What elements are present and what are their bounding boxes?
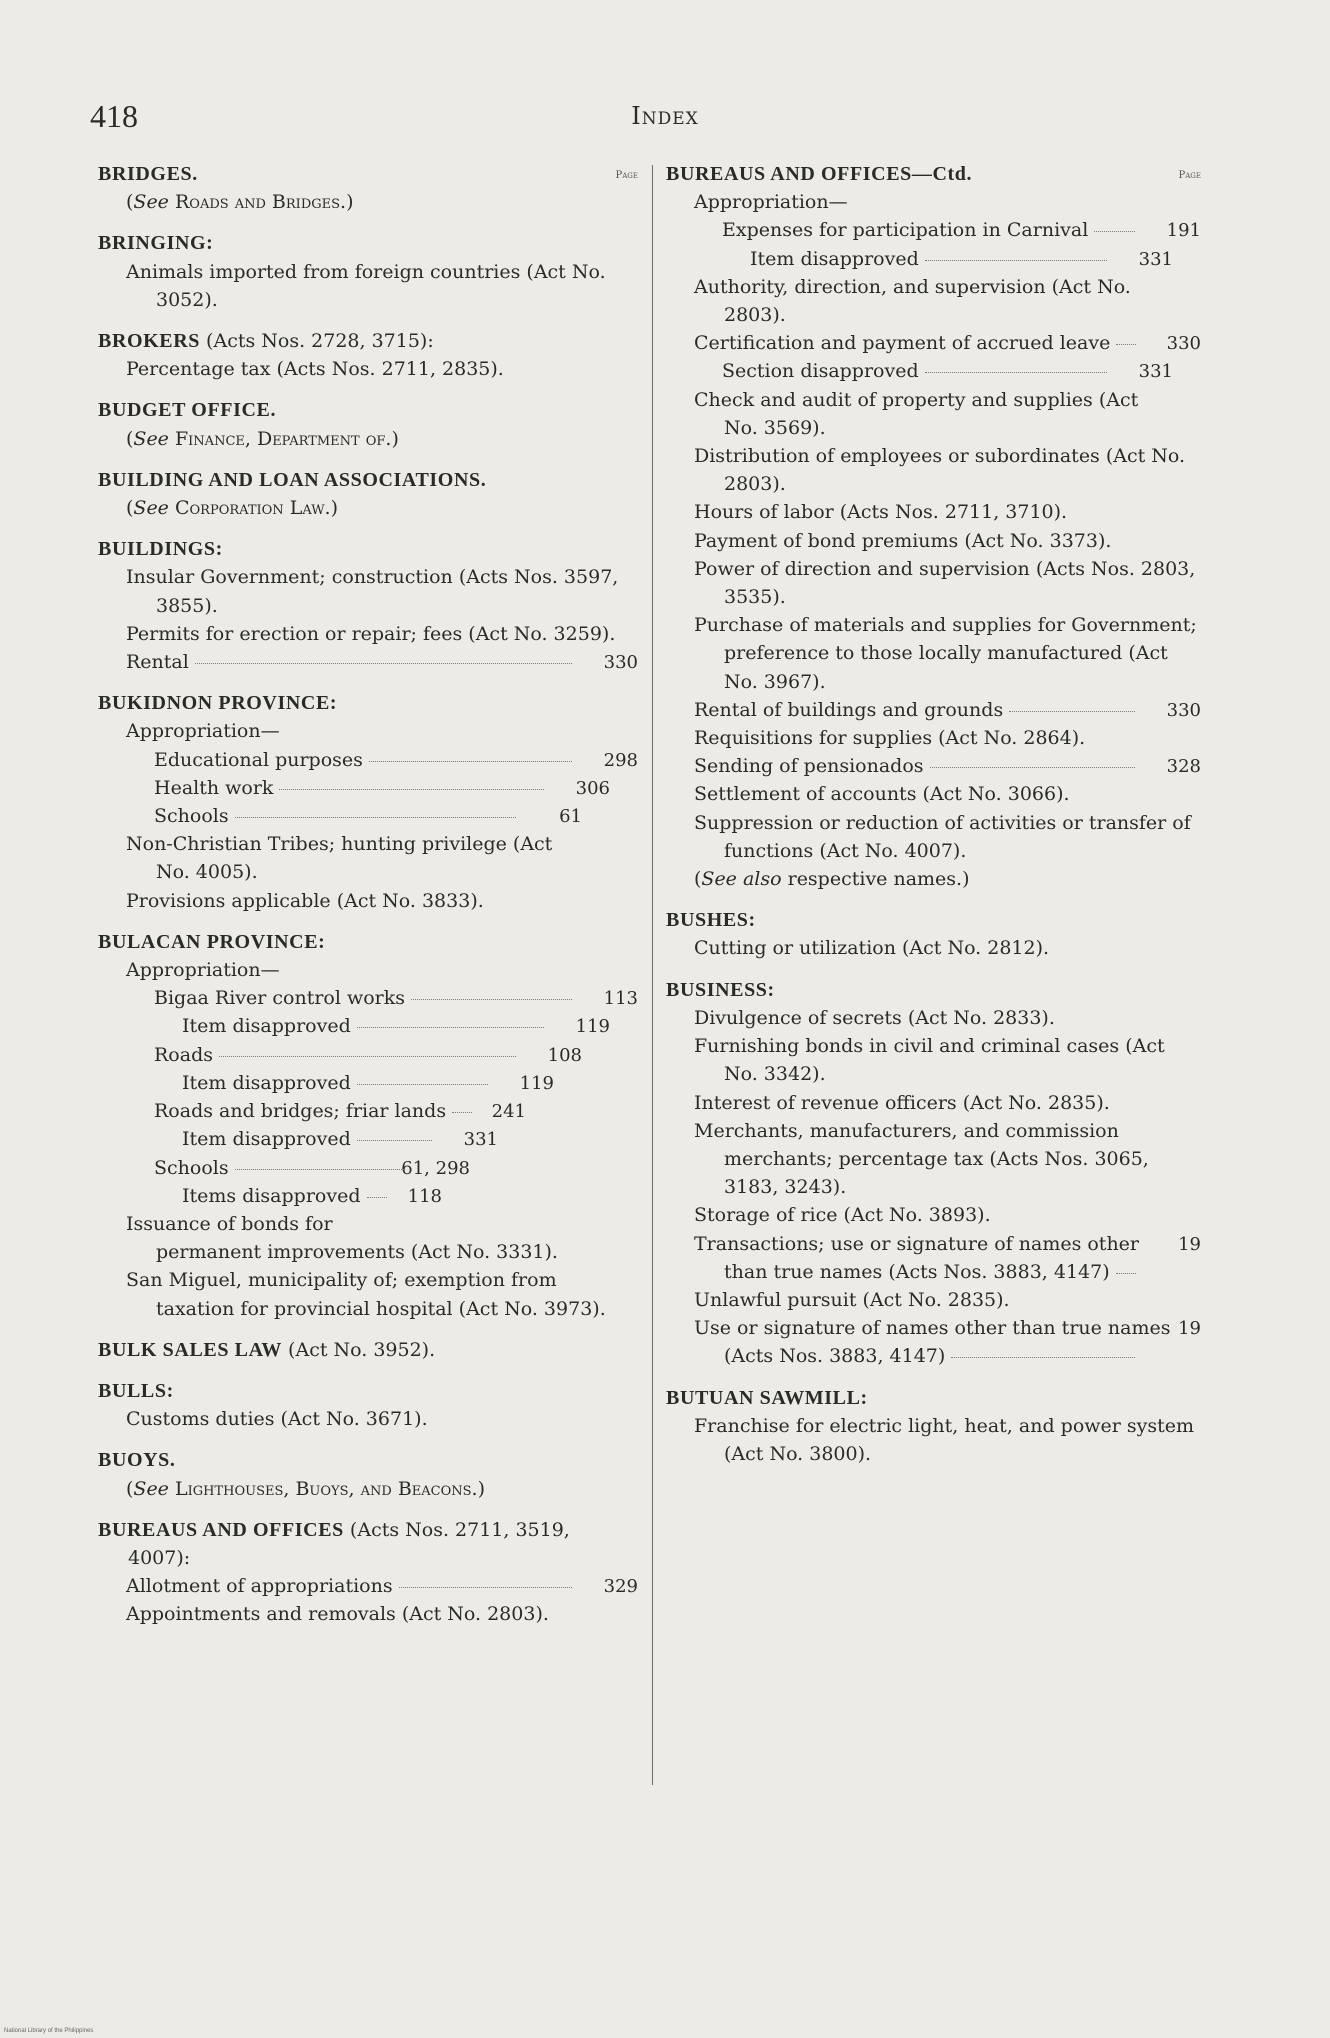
page-reference: 330 xyxy=(1166,333,1201,355)
leader-group xyxy=(1166,696,1201,725)
subentry xyxy=(98,1600,638,1628)
subentry-text: Expenses for participation in Carnival xyxy=(722,219,1089,242)
page-reference: 330 xyxy=(1166,699,1201,721)
leader-group xyxy=(407,1182,442,1211)
subentry-with-page xyxy=(98,1069,638,1097)
index-entry xyxy=(98,1446,638,1502)
subentry-text: Section disapproved xyxy=(722,360,919,383)
index-entry xyxy=(98,229,638,314)
subentry-text: Percentage tax (Acts Nos. 2711, 2835). xyxy=(126,358,504,381)
dot-leader xyxy=(357,1083,488,1085)
dot-leader xyxy=(399,1586,572,1588)
dot-leader xyxy=(930,766,1135,768)
subentry-with-page xyxy=(98,1125,638,1153)
subentry xyxy=(98,1210,638,1266)
subentry-text: Cutting or utilization (Act No. 2812). xyxy=(694,937,1050,960)
see-label: See xyxy=(133,191,169,214)
subentry-text: Customs duties (Act No. 3671). xyxy=(126,1408,428,1431)
subentry-text: Item disapproved xyxy=(750,247,919,270)
paren-close: ) xyxy=(330,497,339,520)
subentry-with-page xyxy=(98,1154,638,1182)
subentry-text: Power of direction and supervision (Acts Nos. 2803, 3535). xyxy=(694,557,1196,609)
dot-leader xyxy=(951,1356,1135,1358)
headword: BUSINESS: xyxy=(666,978,775,1001)
cross-reference xyxy=(98,188,638,216)
leader-group xyxy=(1166,329,1201,358)
subentry xyxy=(98,563,638,619)
subentry xyxy=(666,809,1201,865)
subentry-with-page xyxy=(98,774,638,802)
headword: BUOYS. xyxy=(98,1449,176,1472)
page-column-label: Page xyxy=(615,170,638,181)
subentry xyxy=(666,498,1201,526)
paren-open: ( xyxy=(126,191,134,214)
page-reference: 19 xyxy=(1178,1318,1201,1340)
page-reference: 118 xyxy=(407,1185,442,1207)
subentry xyxy=(666,724,1201,752)
dot-leader xyxy=(452,1111,472,1113)
subentry-with-page xyxy=(98,1041,638,1069)
page-reference: 331 xyxy=(463,1129,498,1151)
subentry xyxy=(666,611,1201,696)
subentry-with-page xyxy=(666,245,1201,273)
subentry-text: Authority, direction, and supervision (Act No. 2803). xyxy=(694,275,1131,327)
subentry xyxy=(666,1089,1201,1117)
leader-group xyxy=(603,984,638,1013)
subentry-text: Appropriation— xyxy=(126,959,280,982)
subentry-text: Item disapproved xyxy=(182,1128,351,1151)
index-entry xyxy=(666,1384,1201,1469)
page-reference: 331 xyxy=(1138,361,1173,383)
entry-heading xyxy=(98,535,638,563)
entry-heading xyxy=(98,229,638,257)
headword: BUKIDNON PROVINCE: xyxy=(98,692,338,715)
leader-group xyxy=(1138,357,1173,386)
leader-group xyxy=(1138,245,1173,274)
leader-group xyxy=(401,1154,470,1183)
paren-open: ( xyxy=(126,497,134,520)
subentry-text: Check and audit of property and supplies (Act No. 3569). xyxy=(694,388,1139,439)
dot-leader xyxy=(219,1055,516,1057)
headword: BRINGING: xyxy=(98,232,214,255)
column-divider xyxy=(652,165,653,1785)
entry-heading xyxy=(98,1377,638,1405)
paren-close: ) xyxy=(346,191,354,214)
headword: BUTUAN SAWMILL: xyxy=(666,1386,868,1409)
dot-leader xyxy=(369,760,572,762)
page-reference: 19 xyxy=(1178,1233,1201,1255)
subentry-with-page xyxy=(666,752,1201,780)
subentry-text: Purchase of materials and supplies for Government; preference to those locally manufactured (Act No. 3967). xyxy=(694,614,1197,693)
page-reference: 113 xyxy=(603,988,638,1010)
dot-leader xyxy=(1116,343,1136,345)
headword: BULACAN PROVINCE: xyxy=(98,930,326,953)
dot-leader xyxy=(1009,710,1135,712)
subentry xyxy=(666,188,1201,216)
entry-heading xyxy=(666,906,1201,934)
headword: BUDGET OFFICE. xyxy=(98,399,277,422)
subentry xyxy=(666,1201,1201,1229)
leader-group xyxy=(1173,1314,1201,1343)
subentry-with-page xyxy=(666,216,1201,244)
running-head: Index xyxy=(631,102,699,130)
subentry xyxy=(666,527,1201,555)
leader-group xyxy=(575,774,610,803)
dot-leader xyxy=(357,1139,432,1141)
subentry-text: San Miguel, municipality of; exemption from taxation for provincial hospital (Act No. 3973). xyxy=(126,1269,606,1320)
paren-open: ( xyxy=(694,868,702,891)
page-reference: 306 xyxy=(575,777,610,799)
headword: BRIDGES. xyxy=(98,163,198,185)
library-footer: National Library of the Philippines xyxy=(4,2028,94,2034)
see-target: Finance, Department of. xyxy=(174,427,392,450)
subentry-with-page xyxy=(98,1012,638,1040)
subentry-text: Provisions applicable (Act No. 3833). xyxy=(126,889,484,912)
dot-leader xyxy=(195,662,572,664)
page-reference: 61, 298 xyxy=(401,1157,470,1179)
page-reference: 108 xyxy=(547,1044,582,1066)
entry-heading xyxy=(98,160,638,188)
subentry xyxy=(666,442,1201,498)
index-entry xyxy=(98,928,638,1323)
page-header xyxy=(90,98,1240,138)
subentry xyxy=(666,1412,1201,1468)
index-entry xyxy=(98,396,638,452)
index-entry xyxy=(98,327,638,383)
subentry xyxy=(666,1004,1201,1032)
headword: BROKERS xyxy=(98,330,201,353)
subentry-text: Animals imported from foreign countries (Act No. 3052). xyxy=(126,260,606,311)
page-reference: 298 xyxy=(603,749,638,771)
subentry-text: Requisitions for supplies (Act No. 2864). xyxy=(694,727,1086,750)
subentry-text: Merchants, manufacturers, and commission merchants; percentage tax (Acts Nos. 3065, 3183, 3243). xyxy=(694,1119,1149,1199)
see-target: Lighthouses, Buoys, and Beacons. xyxy=(174,1477,478,1500)
subentry-text: Health work xyxy=(154,776,274,799)
subentry-text: Rental of buildings and grounds xyxy=(694,698,1004,721)
dot-leader xyxy=(411,998,572,1000)
paren-open: ( xyxy=(126,1477,134,1500)
headword-reference: (Acts Nos. 2711, 3519, 4007): xyxy=(128,1518,570,1569)
subentry xyxy=(666,1117,1201,1202)
index-entry xyxy=(666,906,1201,962)
subentry-with-page xyxy=(666,696,1201,724)
index-entry xyxy=(98,1516,638,1629)
subentry-text: Suppression or reduction of activities or transfer of functions (Act No. 4007). xyxy=(694,811,1191,862)
see-target: Roads and Bridges. xyxy=(174,191,347,214)
index-entry xyxy=(666,160,1201,893)
index-column-right xyxy=(666,160,1201,1481)
page-reference: 119 xyxy=(575,1016,610,1038)
subentry xyxy=(98,1266,638,1322)
subentry xyxy=(98,887,638,915)
paren-open: ( xyxy=(126,427,134,450)
index-entry xyxy=(98,1377,638,1433)
subentry xyxy=(98,956,638,984)
leader-group xyxy=(519,1069,554,1098)
subentry-with-page xyxy=(98,648,638,676)
subentry-with-page xyxy=(666,329,1201,357)
dot-leader xyxy=(1116,1272,1136,1274)
see-label: See xyxy=(133,497,169,520)
paren-close: ) xyxy=(962,868,970,891)
entry-heading xyxy=(98,466,638,494)
index-entry xyxy=(98,535,638,676)
headword: BUILDINGS: xyxy=(98,538,223,561)
page-number: 418 xyxy=(90,98,138,134)
subentry-text: Interest of revenue officers (Act No. 2835). xyxy=(694,1091,1110,1114)
subentry-with-page xyxy=(98,984,638,1012)
paren-close: ) xyxy=(477,1477,486,1500)
index-column-left xyxy=(98,160,638,1642)
subentry-text: Rental xyxy=(126,651,189,674)
subentry-with-page xyxy=(666,357,1201,385)
subentry-with-page xyxy=(98,1572,638,1600)
entry-heading xyxy=(666,1384,1201,1412)
subentry xyxy=(98,830,638,886)
subentry xyxy=(666,934,1201,962)
subentry xyxy=(98,258,638,314)
subentry-text: Issuance of bonds for permanent improvements (Act No. 3331). xyxy=(126,1212,558,1264)
see-label: See also xyxy=(701,868,782,891)
cross-reference xyxy=(98,494,638,522)
page-reference: 331 xyxy=(1138,248,1173,270)
entry-heading xyxy=(98,396,638,424)
subentry-text: Roads xyxy=(154,1043,213,1066)
subentry-text: Storage of rice (Act No. 3893). xyxy=(694,1204,991,1227)
page-reference: 330 xyxy=(603,652,638,674)
subentry-text: Item disapproved xyxy=(182,1015,351,1038)
dot-leader xyxy=(925,371,1107,373)
leader-group xyxy=(554,802,582,831)
subentry-text: Unlawful pursuit (Act No. 2835). xyxy=(694,1288,1010,1311)
entry-heading xyxy=(98,327,638,355)
subentry-text: Items disapproved xyxy=(182,1184,361,1207)
dot-leader xyxy=(1094,230,1135,232)
subentry-text: Schools xyxy=(154,805,229,828)
dot-leader xyxy=(357,1026,544,1028)
entry-heading xyxy=(98,1446,638,1474)
dot-leader xyxy=(367,1196,387,1198)
headword-reference: (Act No. 3952). xyxy=(282,1338,436,1361)
page-reference: 191 xyxy=(1166,220,1201,242)
headword: BUSHES: xyxy=(666,909,756,932)
see-label: See xyxy=(133,427,169,450)
headword: BUREAUS AND OFFICES—Ctd. xyxy=(666,163,973,185)
leader-group xyxy=(1166,752,1201,781)
entry-heading xyxy=(98,689,638,717)
cross-reference xyxy=(666,865,1201,893)
dot-leader xyxy=(925,259,1107,261)
entry-heading xyxy=(98,928,638,956)
dot-leader xyxy=(279,788,544,790)
subentry xyxy=(98,620,638,648)
subentry xyxy=(666,1032,1201,1088)
subentry-text: Furnishing bonds in civil and criminal cases (Act No. 3342). xyxy=(694,1035,1165,1086)
subentry-with-page xyxy=(98,1097,638,1125)
subentry-text: Appropriation— xyxy=(694,191,848,214)
subentry-text: Item disapproved xyxy=(182,1071,351,1094)
see-target: Corporation Law. xyxy=(174,497,331,520)
entry-heading xyxy=(666,976,1201,1004)
subentry-text: Allotment of appropriations xyxy=(126,1575,393,1598)
subentry-text: Permits for erection or repair; fees (Act No. 3259). xyxy=(126,622,616,645)
subentry-text: Franchise for electric light, heat, and power system (Act No. 3800). xyxy=(694,1414,1195,1465)
page-reference: 328 xyxy=(1166,756,1201,778)
subentry-text: Distribution of employees or subordinates (Act No. 2803). xyxy=(694,445,1186,496)
headword-reference: (Acts Nos. 2728, 3715): xyxy=(200,330,434,353)
subentry-text: Sending of pensionados xyxy=(694,755,924,778)
subentry-text: Hours of labor (Acts Nos. 2711, 3710). xyxy=(694,501,1068,524)
subentry-with-page xyxy=(666,1314,1201,1370)
subentry xyxy=(666,1286,1201,1314)
subentry-text: Divulgence of secrets (Act No. 2833). xyxy=(694,1006,1055,1029)
subentry xyxy=(666,273,1201,329)
entry-heading xyxy=(98,1516,638,1572)
subentry-text: Insular Government; construction (Acts Nos. 3597, 3855). xyxy=(126,566,619,617)
entry-heading xyxy=(98,1336,638,1364)
subentry-text: Schools xyxy=(154,1156,229,1179)
see-label: See xyxy=(133,1477,169,1500)
subentry xyxy=(666,780,1201,808)
leader-group xyxy=(547,1041,582,1070)
leader-group xyxy=(463,1125,498,1154)
subentry-with-page xyxy=(666,1230,1201,1286)
page-reference: 241 xyxy=(491,1101,526,1123)
subentry-text: Settlement of accounts (Act No. 3066). xyxy=(694,783,1070,806)
subentry-text: Roads and bridges; friar lands xyxy=(154,1100,447,1123)
headword: BULLS: xyxy=(98,1379,174,1402)
see-target: respective names. xyxy=(787,868,963,891)
leader-group xyxy=(603,648,638,677)
subentry-text: Certification and payment of accrued leave xyxy=(694,332,1111,355)
page-reference: 119 xyxy=(519,1072,554,1094)
leader-group xyxy=(1173,1230,1201,1259)
subentry-with-page xyxy=(98,1182,638,1210)
subentry-text: Appointments and removals (Act No. 2803). xyxy=(126,1603,549,1626)
headword: BUILDING AND LOAN ASSOCIATIONS. xyxy=(98,468,487,491)
subentry-text: Use or signature of names other than true names (Acts Nos. 3883, 4147) xyxy=(694,1317,1171,1368)
subentry-text: Educational purposes xyxy=(154,748,363,771)
dot-leader xyxy=(235,816,516,818)
index-entry xyxy=(98,1336,638,1364)
subentry-text: Non-Christian Tribes; hunting privilege (Act No. 4005). xyxy=(126,833,553,884)
leader-group xyxy=(1166,216,1201,245)
index-entry xyxy=(98,466,638,522)
page-reference: 61 xyxy=(559,806,582,828)
subentry xyxy=(98,1405,638,1433)
subentry xyxy=(98,355,638,383)
index-entry xyxy=(666,976,1201,1371)
cross-reference xyxy=(98,1475,638,1503)
subentry-text: Transactions; use or signature of names other than true names (Acts Nos. 3883, 4147) xyxy=(694,1232,1140,1283)
leader-group xyxy=(575,1012,610,1041)
subentry xyxy=(666,555,1201,611)
page-reference: 329 xyxy=(603,1576,638,1598)
paren-close: ) xyxy=(391,427,399,450)
subentry-with-page xyxy=(98,802,638,830)
subentry-text: Bigaa River control works xyxy=(154,987,406,1010)
page-column-label: Page xyxy=(1178,170,1201,181)
leader-group xyxy=(603,1572,638,1601)
leader-group xyxy=(491,1097,526,1126)
subentry-with-page xyxy=(98,746,638,774)
cross-reference xyxy=(98,425,638,453)
subentry-text: Payment of bond premiums (Act No. 3373). xyxy=(694,529,1112,552)
subentry xyxy=(666,386,1201,442)
leader-group xyxy=(603,746,638,775)
headword: BUREAUS AND OFFICES xyxy=(98,1518,344,1541)
headword: BULK SALES LAW xyxy=(98,1338,283,1361)
subentry xyxy=(98,717,638,745)
subentry-text: Appropriation— xyxy=(126,720,280,743)
index-entry xyxy=(98,689,638,915)
dot-leader xyxy=(235,1168,404,1170)
entry-heading xyxy=(666,160,1201,188)
index-entry xyxy=(98,160,638,216)
